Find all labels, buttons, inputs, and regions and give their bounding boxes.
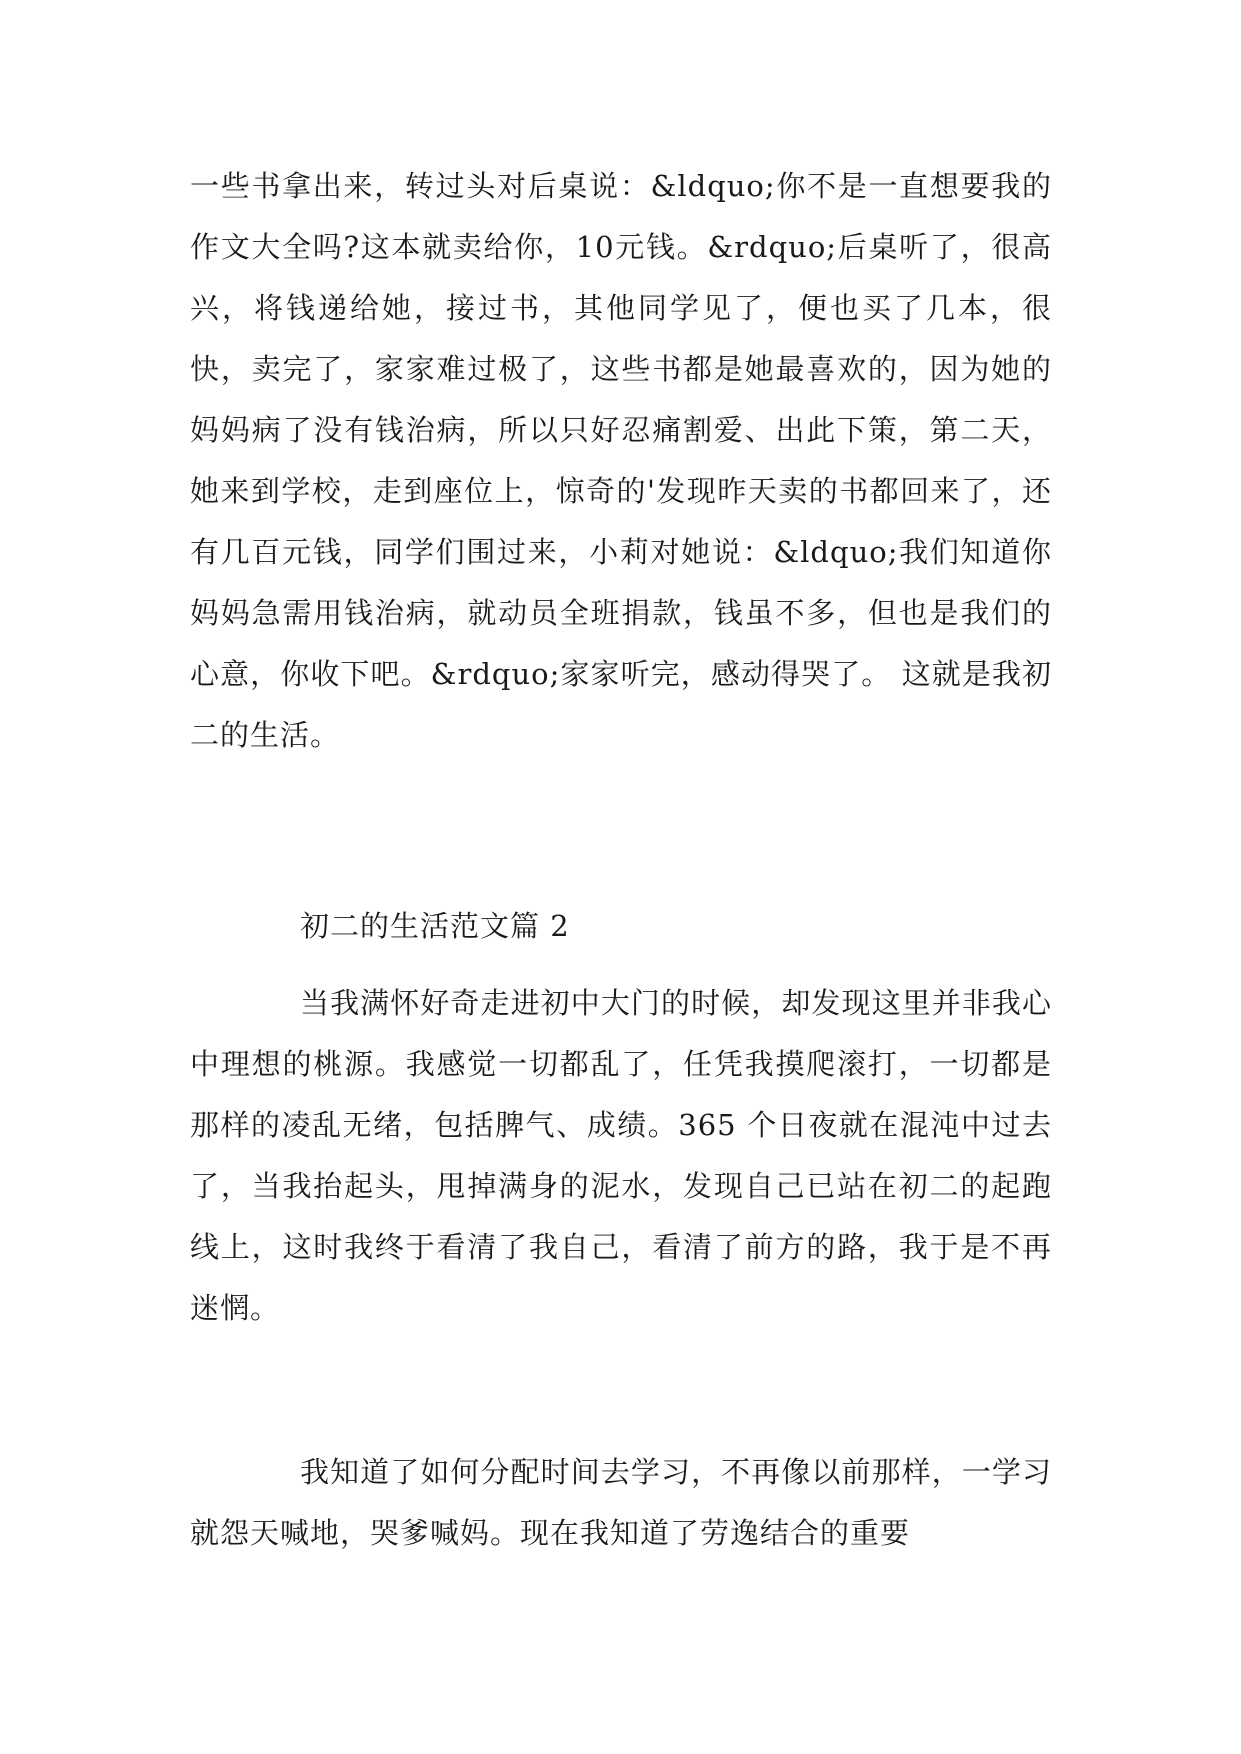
section-heading: 初二的生活范文篇 2 — [300, 909, 570, 943]
body-paragraph-1: 一些书拿出来，转过头对后桌说：&ldquo;你不是一直想要我的作文大全吗?这本就卖给你，10元钱。&rdquo;后桌听了，很高兴，将钱递给她，接过书，其他同学见了，便也买了几本，很快，卖完了，家家难过极了，这些书都是她最喜欢的，因为她的妈妈病了没有钱治病，所以只好忍痛割爱、出此下策，第二天，她来到学校，走到座位上，惊奇的'发现昨天卖的书都回来了，还有几百元钱，同学们围过来，小莉对她说：&ldquo;我们知道你妈妈急需用钱治病，就动员全班捐款，钱虽不多，但也是我们的心意，你收下吧。&rdquo;家家听完，感动得哭了。 这就是我初二的生活。 — [190, 169, 1052, 752]
body-paragraph-3: 我知道了如何分配时间去学习，不再像以前那样，一学习就怨天喊地，哭爹喊妈。现在我知道了劳逸结合的重要 — [190, 1455, 1052, 1550]
body-paragraph-2: 当我满怀好奇走进初中大门的时候，却发现这里并非我心中理想的桃源。我感觉一切都乱了，任凭我摸爬滚打，一切都是那样的凌乱无绪，包括脾气、成绩。365 个日夜就在混沌中过去了，当我抬起头，甩掉满身的泥水，发现自己已站在初二的起跑线上，这时我终于看清了我自己，看清了前方的路，我于是不再迷惘。 — [190, 986, 1052, 1325]
